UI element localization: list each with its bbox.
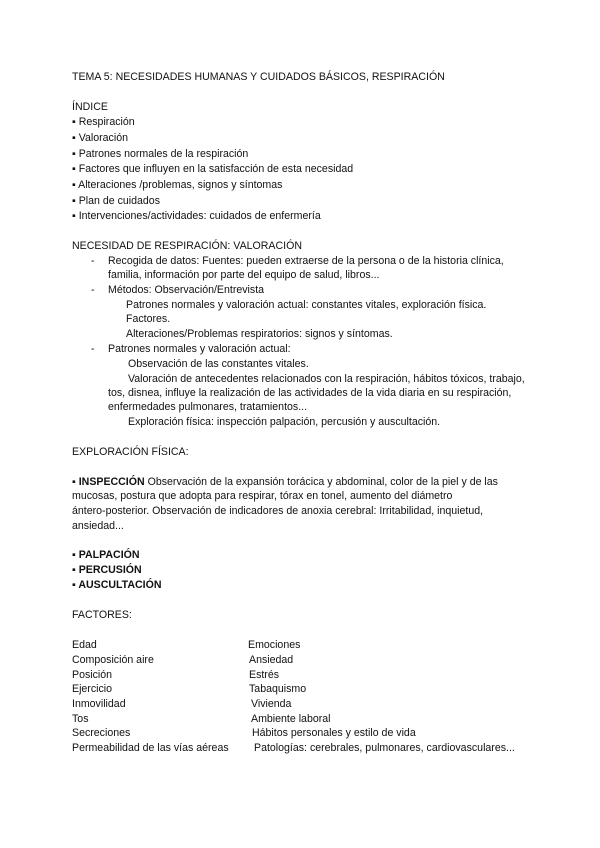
factor-item: Secreciones [72, 727, 131, 739]
palpacion-item: ▪ PALPACIÓN [72, 549, 140, 561]
auscultacion-item: ▪ AUSCULTACIÓN [72, 579, 162, 591]
list-item: ▪ Patrones normales de la respiración [72, 148, 249, 160]
list-item: ▪ Respiración [72, 116, 135, 128]
percusion-item: ▪ PERCUSIÓN [72, 564, 142, 576]
factor-item: Inmovilidad [72, 698, 126, 710]
factor-item: Permeabilidad de las vías aéreas [72, 742, 229, 754]
factor-item: Ambiente laboral [251, 713, 331, 725]
bullet-icon: ▪ [72, 476, 76, 488]
factor-item: Edad [72, 639, 97, 651]
exploracion-heading: EXPLORACIÓN FÍSICA: [72, 446, 189, 458]
metodos-sub-3: Alteraciones/Problemas respiratorios: signos y síntomas. [126, 328, 393, 340]
patrones-sub-2-line-1: Valoración de antecedentes relacionados con la respiración, hábitos tóxicos, trabajo, [128, 373, 525, 385]
document-title: TEMA 5: NECESIDADES HUMANAS Y CUIDADOS BÁSICOS, RESPIRACIÓN [72, 71, 445, 83]
bullet-icon: ▪ [72, 148, 76, 160]
list-item: ▪ Alteraciones /problemas, signos y síntomas [72, 179, 283, 191]
factor-item: Tabaquismo [249, 683, 307, 695]
factor-item: Ansiedad [249, 654, 294, 666]
index-heading: ÍNDICE [72, 101, 108, 113]
factor-item: Composición aire [72, 654, 154, 666]
patrones-sub-3: Exploración física: inspección palpación, percusión y auscultación. [128, 416, 441, 428]
factor-item: Hábitos personales y estilo de vida [252, 727, 416, 739]
bullet-icon: ▪ [72, 116, 76, 128]
metodos-sub-1: Patrones normales y valoración actual: constantes vitales, exploración física. [126, 299, 487, 311]
bullet-icon: ▪ [72, 179, 76, 191]
patrones-sub-2-line-3: enfermedades pulmonares, tratamientos... [108, 401, 308, 413]
patrones-line: Patrones normales y valoración actual: [108, 343, 291, 355]
factor-item: Ejercicio [72, 683, 113, 695]
bullet-icon: ▪ [72, 210, 76, 222]
list-item: ▪ Intervenciones/actividades: cuidados de enfermería [72, 210, 321, 222]
factor-item: Posición [72, 669, 113, 681]
factor-item: Patologías: cerebrales, pulmonares, cardiovasculares... [254, 742, 515, 754]
valoracion-heading: NECESIDAD DE RESPIRACIÓN: VALORACIÓN [72, 240, 302, 252]
patrones-sub-2-line-2: tos, disnea, influye la realización de las actividades de la vida diaria en su respiración, [108, 387, 512, 399]
patrones-sub-1: Observación de las constantes vitales. [128, 358, 309, 370]
list-item: ▪ Factores que influyen en la satisfacción de esta necesidad [72, 163, 354, 175]
bullet-icon: ▪ [72, 564, 76, 576]
inspeccion-line-4: ansiedad... [72, 520, 124, 532]
dash-icon: - [91, 284, 95, 296]
factor-item: Estrés [249, 669, 280, 681]
recogida-line-1: Recogida de datos: Fuentes: pueden extraerse de la persona o de la historia clínica, [108, 255, 504, 267]
list-item: ▪ Plan de cuidados [72, 195, 160, 207]
metodos-sub-2: Factores. [126, 313, 171, 325]
factores-heading: FACTORES: [72, 609, 132, 621]
recogida-line-2: familia, información por parte del equipo de salud, libros... [108, 269, 380, 281]
factor-item: Vivienda [251, 698, 292, 710]
bullet-icon: ▪ [72, 579, 76, 591]
bullet-icon: ▪ [72, 549, 76, 561]
bullet-icon: ▪ [72, 132, 76, 144]
dash-icon: - [91, 255, 95, 267]
inspeccion-line-1: ▪ INSPECCIÓN Observación de la expansión torácica y abdominal, color de la piel y de las [72, 476, 498, 488]
metodos-line: Métodos: Observación/Entrevista [108, 284, 265, 296]
bullet-icon: ▪ [72, 163, 76, 175]
inspeccion-line-2: mucosas, postura que adopta para respirar, tórax en tonel, aumento del diámetro [72, 490, 453, 502]
inspeccion-label: INSPECCIÓN [78, 476, 145, 488]
dash-icon: - [91, 343, 95, 355]
list-item: ▪ Valoración [72, 132, 128, 144]
factor-item: Emociones [248, 639, 301, 651]
factor-item: Tos [72, 713, 89, 725]
bullet-icon: ▪ [72, 195, 76, 207]
inspeccion-line-3: ántero-posterior. Observación de indicadores de anoxia cerebral: Irritabilidad, inquietud, [72, 505, 484, 517]
